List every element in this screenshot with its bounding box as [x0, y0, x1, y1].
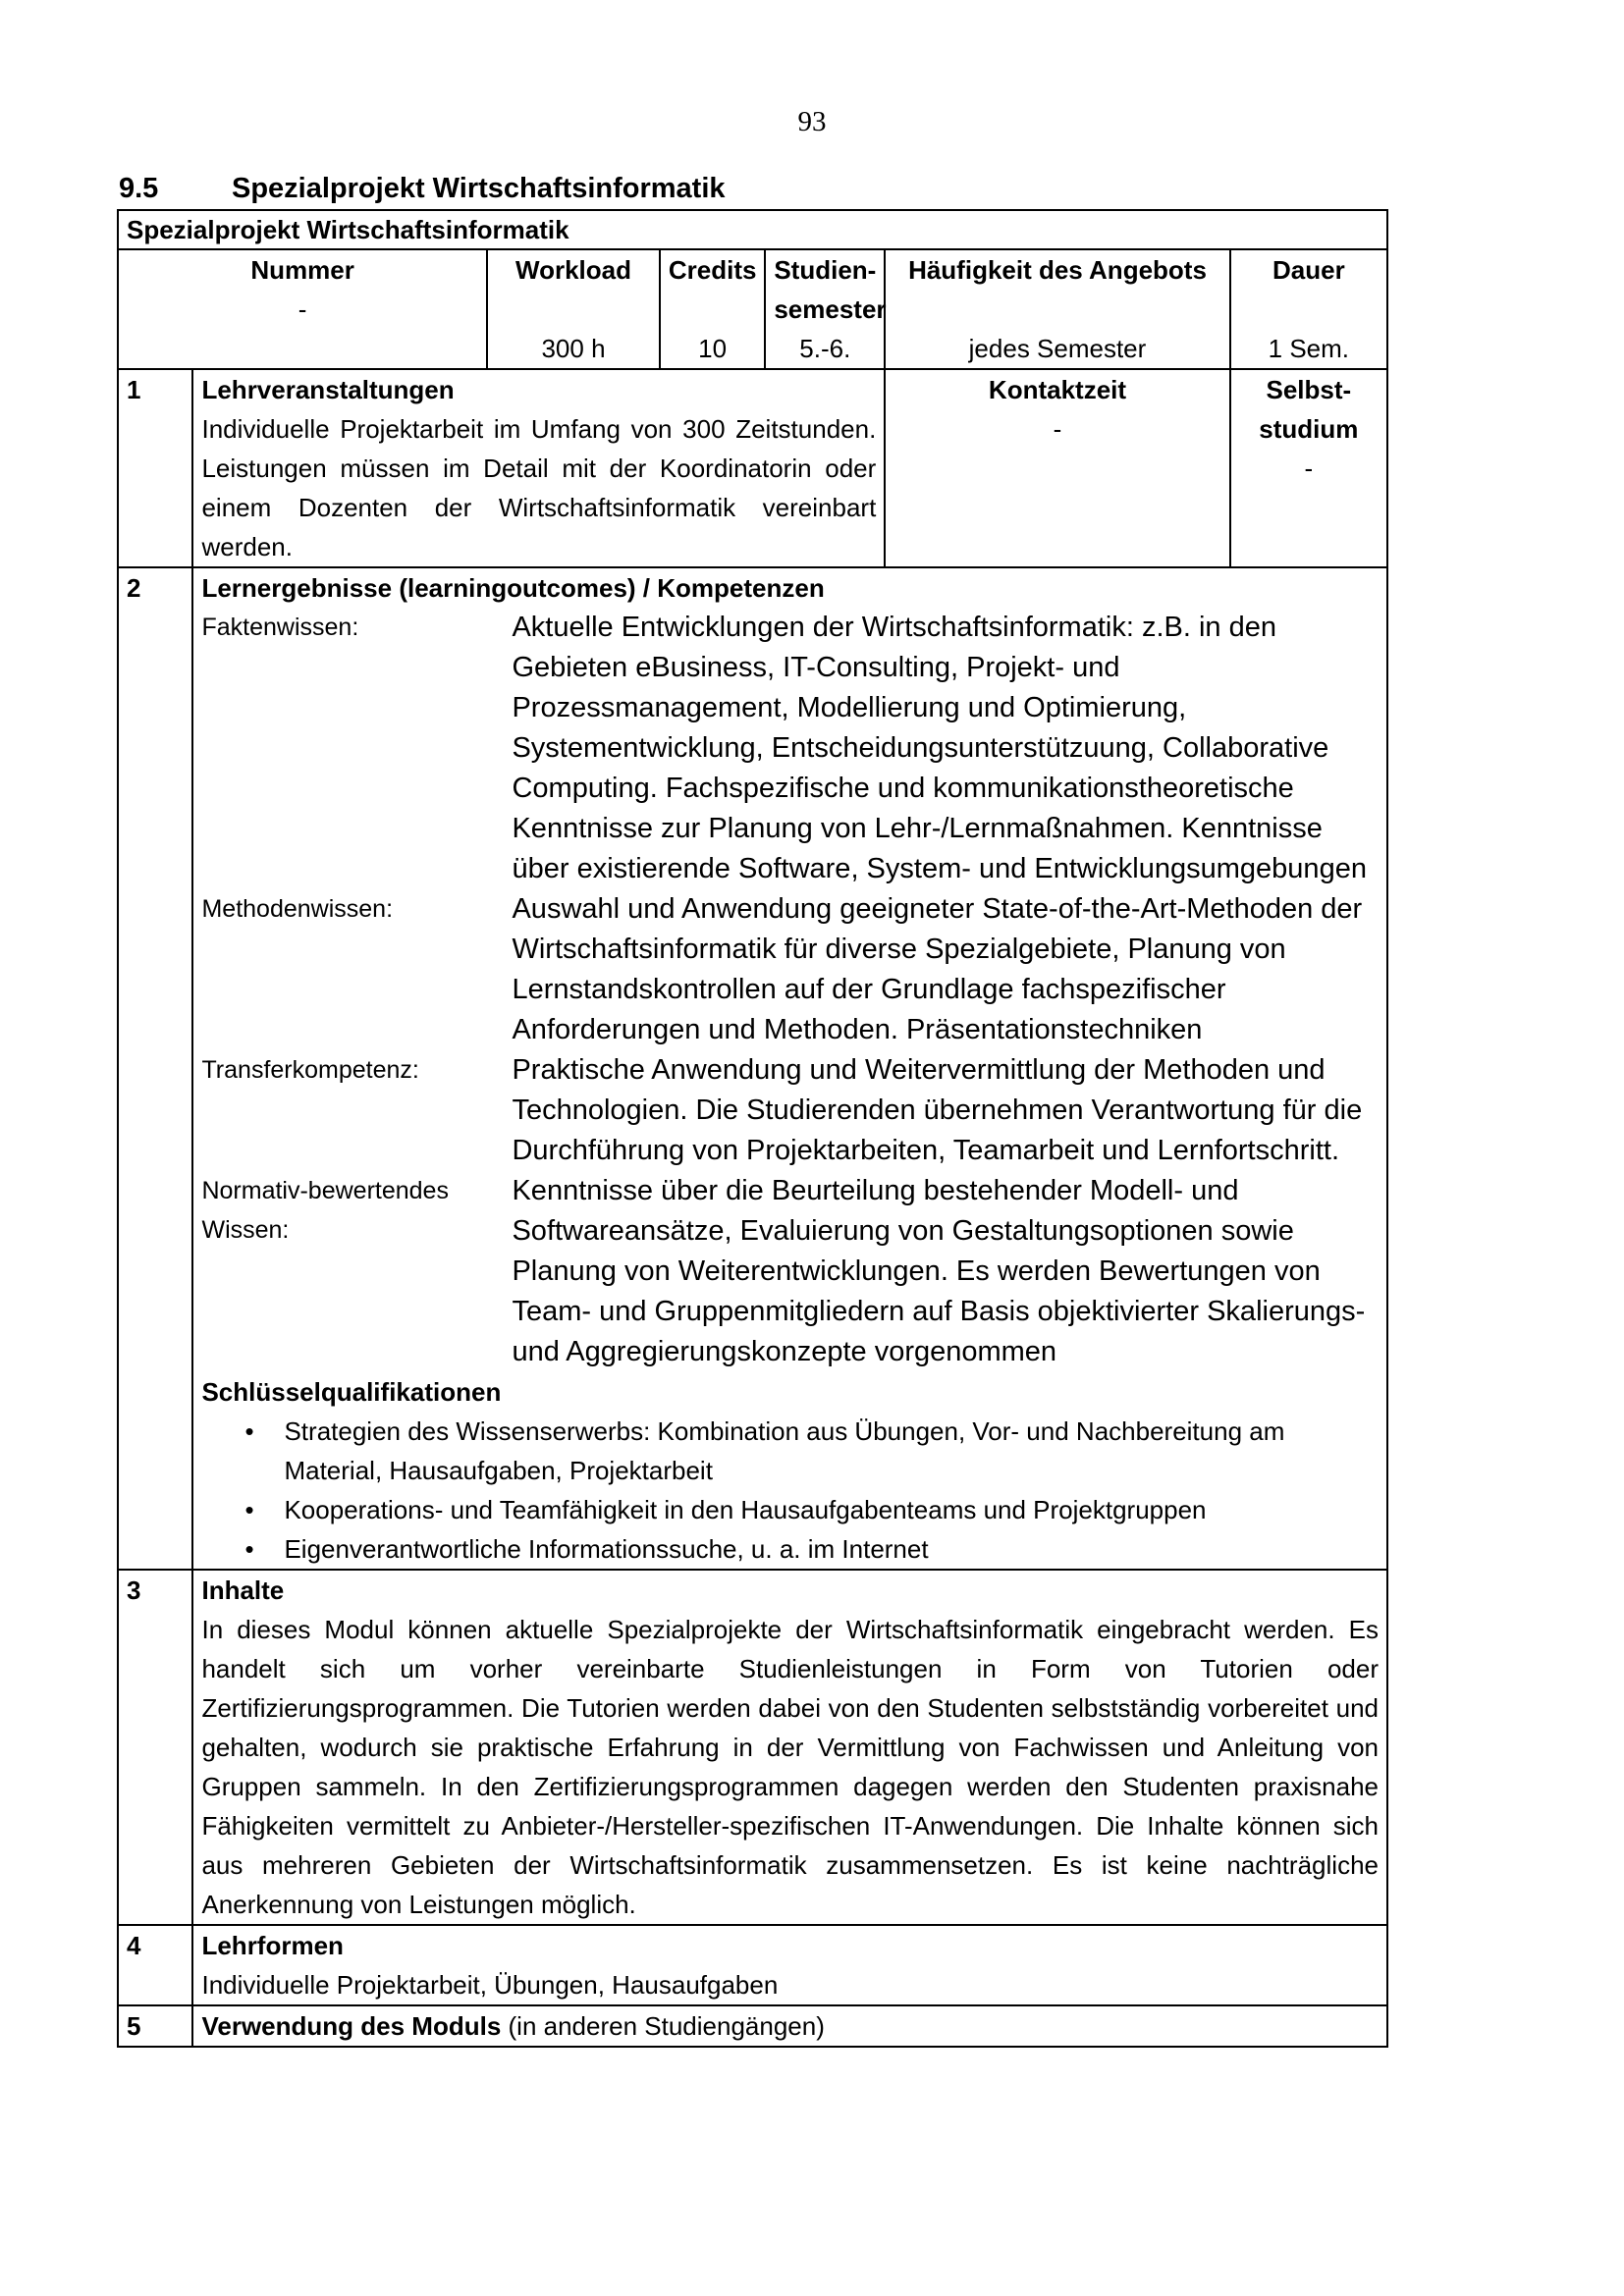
row1-text: Individuelle Projektarbeit im Umfang von 300 Zeitstunden. Leistungen müssen im Detail mit der Koordinatorin oder einem Dozenten der Wirtschaftsinformatik vereinbart werden. — [201, 414, 877, 561]
dauer-label: Dauer — [1272, 255, 1345, 285]
haeufigkeit-label: Häufigkeit des Angebots — [908, 255, 1207, 285]
row4-title: Lehrformen — [201, 1931, 344, 1960]
nummer-value: - — [298, 294, 307, 324]
kompetenz-text: Auswahl und Anwendung geeigneter State-of-the-Art-Methoden der Wirtschaftsinformatik für diverse Spezialgebiete, Planung von Lernstandskontrollen auf der Grundlage fachspezifischer Anforderungen und Methoden. Präsentationstechniken — [512, 893, 1363, 1045]
list-item: • Eigenverantwortliche Informationssuche, u. a. im Internet — [201, 1529, 1379, 1569]
kompetenz-text: Aktuelle Entwicklungen der Wirtschaftsinformatik: z.B. in den Gebieten eBusiness, IT-Consulting, Projekt- und Prozessmanagement, Modellierung und Optimierung, Systementwicklung, Entscheidungsunterstützuung, Collaborative Computing. Fachspezifische und kommunikationstheoretische Kenntnisse zur Planung von Lehr-/Lernmaßnahmen. Kenntnisse über existierende Software, System- und Entwicklungsumgebungen — [512, 612, 1367, 884]
kompetenz-text: Praktische Anwendung und Weitervermittlung der Methoden und Technologien. Die Studierenden übernehmen Verantwortung für die Durchführung von Projektarbeiten, Teamarbeit und Lernfortschritt. — [512, 1054, 1363, 1166]
haeufigkeit-value: jedes Semester — [968, 334, 1147, 363]
kompetenz-label: Faktenwissen: — [201, 614, 359, 641]
row-number: 2 — [118, 567, 192, 1570]
row4-text: Individuelle Projektarbeit, Übungen, Hausaufgaben — [201, 1970, 779, 2000]
row-number: 4 — [118, 1925, 192, 2005]
page-number: 93 — [797, 106, 827, 137]
kompetenzen-list — [201, 608, 1379, 1372]
workload-value: 300 h — [541, 334, 606, 363]
row-lehrformen — [118, 1925, 1387, 2005]
list-item: • Strategien des Wissenserwerbs: Kombination aus Übungen, Vor- und Nachbereitung am Material, Hausaufgaben, Projektarbeit — [201, 1412, 1379, 1490]
row5-title-rest: (in anderen Studiengängen) — [501, 2011, 825, 2041]
credits-value: 10 — [698, 334, 728, 363]
kompetenz-item — [201, 889, 1379, 1050]
dauer-value: 1 Sem. — [1268, 334, 1350, 363]
section-number: 9.5 — [119, 173, 159, 204]
row2-title: Lernergebnisse (learningoutcomes) / Kompetenzen — [201, 573, 825, 603]
kompetenz-label-continued: Wissen: — [201, 1216, 290, 1244]
section-heading — [119, 173, 726, 205]
workload-label: Workload — [515, 255, 631, 285]
row-lehrveranstaltungen — [118, 369, 1387, 567]
kompetenz-item — [201, 1050, 1379, 1171]
row1-title: Lehrveranstaltungen — [201, 375, 455, 404]
kontaktzeit-label: Kontaktzeit — [988, 375, 1127, 404]
selbststudium-value: - — [1304, 454, 1314, 483]
row-inhalte — [118, 1570, 1387, 1925]
selbststudium-label-1: Selbst- — [1266, 375, 1352, 404]
list-item: • Kooperations- und Teamfähigkeit in den Hausaufgabenteams und Projektgruppen — [201, 1490, 1379, 1529]
kompetenz-item — [201, 608, 1379, 889]
studiensemester-label-1: Studien- — [774, 255, 877, 285]
row-lernergebnisse — [118, 567, 1387, 1570]
kompetenz-label: Normativ-bewertendes — [201, 1177, 449, 1204]
kontaktzeit-value: - — [1053, 414, 1062, 444]
schluessel-list — [201, 1412, 1379, 1569]
module-title: Spezialprojekt Wirtschaftsinformatik — [118, 210, 1387, 249]
header-row — [118, 249, 1387, 369]
studiensemester-value: 5.-6. — [799, 334, 851, 363]
kompetenz-text: Kenntnisse über die Beurteilung bestehender Modell- und Softwareansätze, Evaluierung von Gestaltungsoptionen sowie Planung von Weiterentwicklungen. Es werden Bewertungen von Team- und Gruppenmitgliedern auf Basis objektivierter Skalierungs- und Aggregierungskonzepte vorgenommen — [512, 1175, 1366, 1367]
kompetenz-label: Transferkompetenz: — [201, 1056, 419, 1084]
row-verwendung — [118, 2005, 1387, 2047]
row-number: 5 — [118, 2005, 192, 2047]
module-table — [117, 209, 1388, 2048]
row5-title: Verwendung des Moduls — [201, 2011, 502, 2041]
studiensemester-label-2: semester — [774, 294, 887, 324]
row3-text: In dieses Modul können aktuelle Spezialprojekte der Wirtschaftsinformatik eingebracht werden. Es handelt sich um vorher vereinbarte Studienleistungen in Form von Tutorien oder Zertifizierungsprogrammen. Die Tutorien werden dabei von den Studenten selbstständig vorbereitet und gehalten, wodurch sie praktische Erfahrung in der Vermittlung von Fachwissen und Anleitung von Gruppen sammeln. In den Zertifizierungsprogrammen dagegen werden den Studenten praxisnahe Fähigkeiten vermittelt zu Anbieter-/Hersteller-spezifischen IT-Anwendungen. Die Inhalte können sich aus mehreren Gebieten der Wirtschaftsinformatik zusammensetzen. Es ist keine nachträgliche Anerkennung von Leistungen möglich. — [201, 1615, 1379, 1919]
section-title: Spezialprojekt Wirtschaftsinformatik — [232, 173, 726, 204]
selbststudium-label-2: studium — [1259, 414, 1359, 444]
nummer-label: Nummer — [250, 255, 354, 285]
row3-title: Inhalte — [201, 1575, 285, 1605]
kompetenz-label: Methodenwissen: — [201, 895, 394, 923]
row-number: 1 — [118, 369, 192, 567]
row-number: 3 — [118, 1570, 192, 1925]
credits-label: Credits — [668, 255, 757, 285]
schluessel-title: Schlüsselqualifikationen — [201, 1377, 502, 1407]
kompetenz-item — [201, 1171, 1379, 1372]
